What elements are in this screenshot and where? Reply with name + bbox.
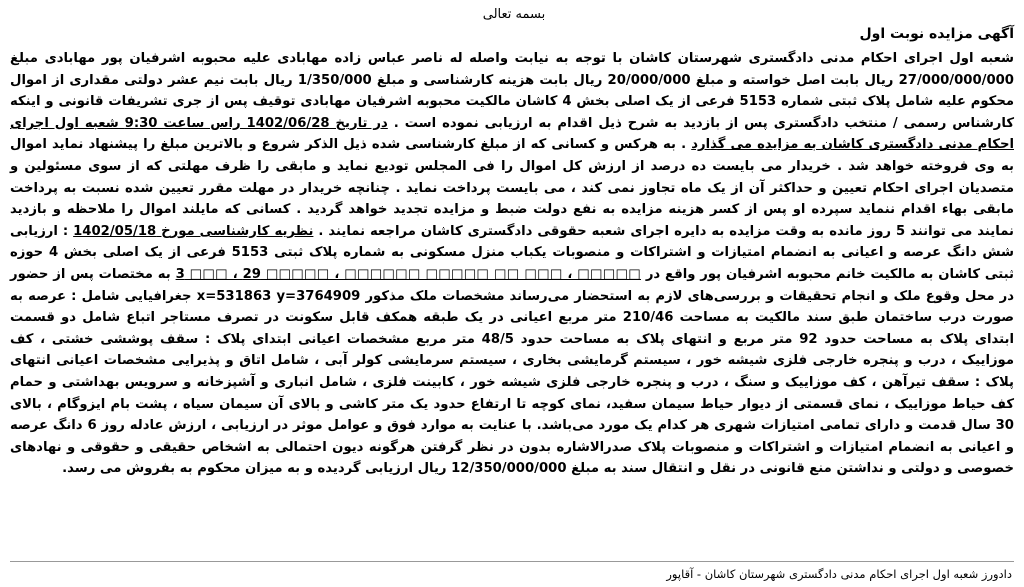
auction-date-underlined: در تاریخ 1402/06/28 راس ساعت 9:30 شعبه اول اجرای احکام مدنی دادگستری کاشان به مزایده می گذارد	[10, 115, 1014, 153]
footer-signature: دادورز شعبه اول اجرای احکام مدنی دادگستری شهرستان کاشان - آقاپور	[666, 567, 1012, 581]
property-address-underlined: □□□□□ ، □□□ □□ □□□□□ □□□□□□ ، □□□□□ 29 ، □□□ 3	[175, 266, 641, 282]
body-part-4: به مختصات پس از حضور در محل وقوع ملک و انجام تحقیقات و بررسی‌های لازم به استحضار می‌رساند مشخصات ملک مذکور x=531863 y=3764909 جغرافیایی شامل : عرصه به صورت درب ساختمان طبق سند مالکیت به مساحت 210/46 متر مربع اعیانی در یک طبقه همکف قابل سکونت در تصرف مستاجر اتباع شامل دو قسمت ابتدای پلاک به مساحت حدود 92 متر مربع و انتهای پلاک به مساحت حدود 48/5 متر مربع مشخصات اعیانی ابتدای پلاک : سقف پوششی خشتی ، کف موزاییک ، درب و پنجره خارجی فلزی شیشه خور ، سیستم گرمایشی بخاری ، سیستم سرمایشی کولر آبی ، شامل اتاق و پذیرایی مشخصات اعیانی انتهای پلاک : سقف تیرآهن ، کف موزاییک و سنگ ، درب و پنجره خارجی فلزی شیشه خور ، کابینت فلزی ، شامل انباری و آشپزخانه و سرویس بهداشتی و حمام کف حیاط موزاییک ، نمای قسمتی از دیوار حیاط سیمان سفید، نمای کوچه تا ارتفاع حدود یک متر کاشی و بالای آن سیمان سیاه ، پشت بام ایزوگام ، بالای 30 سال قدمت و دارای تمامی امتیازات شهری هر کدام یک مورد می‌باشد. با عنایت به موارد فوق و عوامل موثر در ارزیابی ، ارزش عادله روز 6 دانگ عرصه و اعیانی به انضمام امتیازات و اشتراکات و منصوبات پلاک صدرالاشاره بدون در نظر گرفتن هرگونه دیون احتمالی به اشخاص حقیقی و حقوقی و نهادهای خصوصی و دولتی و نداشتن منع قانونی در نقل و انتقال سند به مبلغ 12/350/000/000 ریال ارزیابی گردیده و به میزان محکوم به بفروش می رسد.	[10, 266, 1015, 477]
body-part-3: : ارزیابی شش دانگ عرصه و اعیانی به انضمام امتیازات و اشتراکات و منصوبات یکباب منزل مسکونی به شماره پلاک ثبتی 5153 فرعی از یک اصلی بخش 4 حوزه ثبتی کاشان به مالکیت خانم محبوبه اشرفیان پور واقع در	[10, 223, 1015, 282]
bismillah-line: بسمه تعالی	[482, 7, 546, 22]
body-part-2: . به هرکس و کسانی که از مبلغ کارشناسی شده ذیل الذکر شروع و بالاترین مبلغ را پیشنهاد نماید اموال به وی فروخته خواهد شد . خریدار می بایست ده درصد از ارزش کل اموال را فی المجلس تودیع نماید و مابقی را ظرف مهلتی که از سوی مسئولین و متصدیان اجرای احکام تعیین و حداکثر آن از یک ماه تجاوز نمی کند ، می بایست پرداخت نماید . چنانچه خریدار در مهلت مقرر تعیین شده نسبت به پرداخت مابقی بهاء اقدام ننماید سپرده او پس از کسر هزینه مزایده به نفع دولت ضبط و مزایده تجدید خواهد گردید . کسانی که مایلند اموال را ملاحظه و بازدید نمایند می توانند 5 روز مانده به وقت مزایده به دایره اجرای شعبه حقوقی دادگستری کاشان مراجعه نمایند .	[10, 137, 1015, 239]
notice-title: آگهی مزایده نوبت اول	[859, 26, 1014, 42]
notice-body	[10, 48, 1014, 480]
expert-opinion-date-underlined: نظریه کارشناسی مورخ 1402/05/18	[73, 223, 314, 239]
body-part-1: شعبه اول اجرای احکام مدنی دادگستری شهرستان کاشان با توجه به نیابت واصله له ناصر عباس زاده مهابادی علیه محبوبه اشرفیان پور مهابادی مبلغ 27/000/000/000 ریال بابت اصل خواسته و مبلغ 20/000/000 ریال بابت هزینه کارشناسی و مبلغ 1/350/000 ریال بابت نیم عشر دولتی مقداری از اموال محکوم علیه شامل پلاک ثبتی شماره 5153 فرعی از یک اصلی بخش 4 کاشان مالکیت محبوبه اشرفیان مهابادی توقیف پس از جری تشریفات قانونی و اینکه کارشناس رسمی / منتخب دادگستری پس از بازدید به شرح ذیل اقدام به ارزیابی نموده است .	[10, 51, 1014, 131]
footer-divider	[10, 561, 1014, 562]
